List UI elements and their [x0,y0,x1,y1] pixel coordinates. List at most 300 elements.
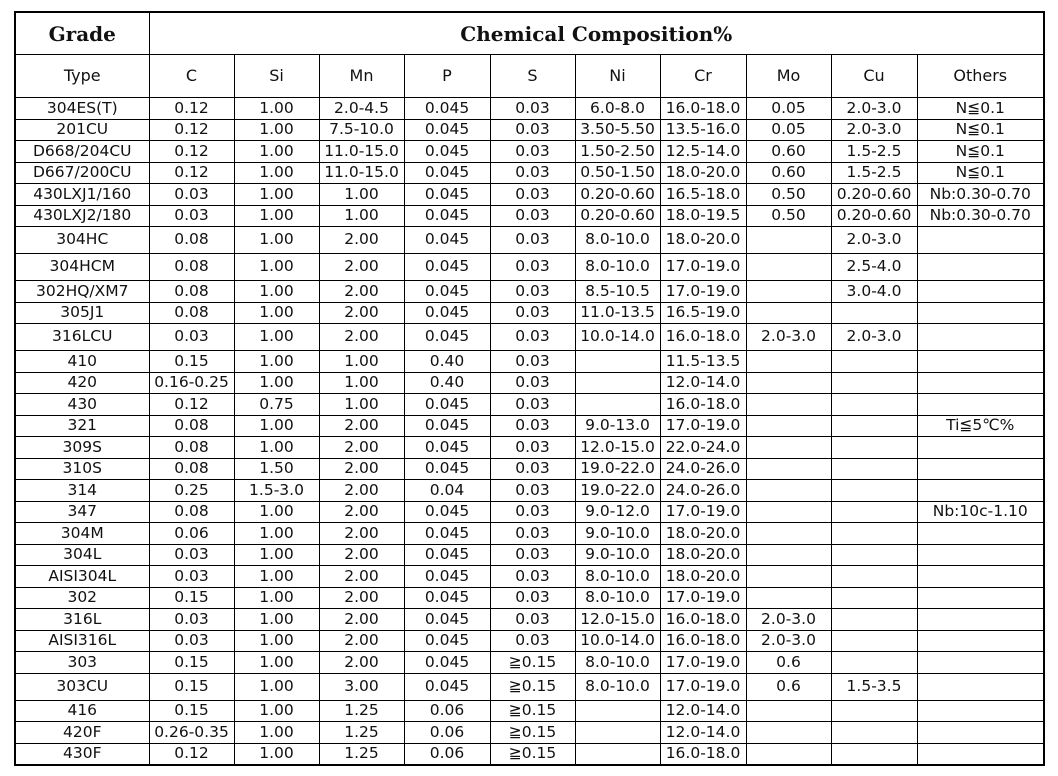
value-cell: 0.045 [404,566,490,588]
value-cell: 2.00 [319,281,404,303]
grade-cell: 430LXJ1/160 [15,184,149,206]
table-row [15,652,1044,674]
value-cell: 0.40 [404,372,490,394]
value-cell: 0.60 [746,141,831,163]
value-cell: 8.0-10.0 [575,566,660,588]
value-cell: 1.00 [234,162,319,184]
value-cell: 1.5-3.5 [831,673,917,700]
value-cell: 1.00 [234,673,319,700]
value-cell: 1.00 [234,372,319,394]
grade-header: Grade [15,12,149,55]
value-cell: 1.00 [319,205,404,227]
value-cell: 1.00 [234,501,319,523]
value-cell: 0.045 [404,119,490,141]
value-cell: 0.045 [404,609,490,631]
value-cell: 2.00 [319,587,404,609]
value-cell: N≦0.1 [917,162,1044,184]
value-cell: 0.20-0.60 [575,184,660,206]
value-cell: 1.25 [319,700,404,722]
value-cell [917,302,1044,324]
column-header-row [15,55,1044,98]
value-cell: 3.00 [319,673,404,700]
value-cell: 18.0-20.0 [660,544,746,566]
value-cell: 2.00 [319,324,404,351]
value-cell: 10.0-14.0 [575,324,660,351]
value-cell: 22.0-24.0 [660,437,746,459]
value-cell: 0.08 [149,254,234,281]
table-row [15,587,1044,609]
value-cell: 0.03 [490,227,575,254]
value-cell: 1.25 [319,722,404,744]
value-cell: ≧0.15 [490,743,575,765]
value-cell [746,351,831,373]
value-cell: 2.00 [319,458,404,480]
value-cell: 0.045 [404,523,490,545]
value-cell: 2.00 [319,544,404,566]
value-cell [746,722,831,744]
value-cell: Nb:0.30-0.70 [917,184,1044,206]
value-cell: Ti≦5℃% [917,415,1044,437]
grade-cell: D668/204CU [15,141,149,163]
value-cell: 2.00 [319,480,404,502]
value-cell: 0.08 [149,501,234,523]
value-cell: 1.25 [319,743,404,765]
value-cell: 0.03 [149,324,234,351]
table-row [15,609,1044,631]
value-cell [746,700,831,722]
value-cell: 1.00 [234,652,319,674]
value-cell: 0.045 [404,254,490,281]
value-cell [831,630,917,652]
value-cell: 1.00 [234,351,319,373]
value-cell: 0.20-0.60 [831,184,917,206]
column-header-p: P [404,55,490,98]
value-cell [917,630,1044,652]
value-cell: 0.12 [149,141,234,163]
value-cell [917,254,1044,281]
value-cell: 0.045 [404,544,490,566]
value-cell: 2.0-4.5 [319,98,404,120]
value-cell: 0.08 [149,415,234,437]
value-cell: 1.50 [234,458,319,480]
value-cell: 1.00 [234,415,319,437]
value-cell: 0.15 [149,673,234,700]
value-cell: 1.00 [234,302,319,324]
value-cell: 0.04 [404,480,490,502]
grade-cell: 430LXJ2/180 [15,205,149,227]
value-cell [917,437,1044,459]
value-cell [917,480,1044,502]
value-cell [831,652,917,674]
table-row [15,480,1044,502]
value-cell: 17.0-19.0 [660,673,746,700]
value-cell: 1.00 [234,587,319,609]
value-cell: 7.5-10.0 [319,119,404,141]
value-cell [831,722,917,744]
value-cell: 16.0-18.0 [660,609,746,631]
table-row [15,722,1044,744]
value-cell: 0.50-1.50 [575,162,660,184]
value-cell: 0.50 [746,205,831,227]
grade-cell: 302HQ/XM7 [15,281,149,303]
grade-cell: 314 [15,480,149,502]
value-cell: 0.045 [404,227,490,254]
value-cell [746,566,831,588]
value-cell: 0.045 [404,162,490,184]
value-cell: 1.00 [319,184,404,206]
value-cell: 2.00 [319,523,404,545]
value-cell [746,227,831,254]
value-cell: 0.26-0.35 [149,722,234,744]
grade-cell: 309S [15,437,149,459]
value-cell: 0.045 [404,141,490,163]
column-header-c: C [149,55,234,98]
value-cell: 0.16-0.25 [149,372,234,394]
column-header-mo: Mo [746,55,831,98]
grade-cell: 303 [15,652,149,674]
value-cell: 9.0-13.0 [575,415,660,437]
value-cell: 0.03 [490,98,575,120]
value-cell: N≦0.1 [917,141,1044,163]
value-cell [746,415,831,437]
value-cell [831,437,917,459]
value-cell: 8.0-10.0 [575,254,660,281]
grade-cell: 420F [15,722,149,744]
value-cell: ≧0.15 [490,722,575,744]
value-cell: 0.08 [149,302,234,324]
value-cell: 1.00 [234,544,319,566]
value-cell: 9.0-10.0 [575,523,660,545]
value-cell: 2.5-4.0 [831,254,917,281]
value-cell [917,372,1044,394]
value-cell: 0.40 [404,351,490,373]
value-cell: 0.03 [490,437,575,459]
value-cell: 0.03 [490,394,575,416]
value-cell: 12.0-14.0 [660,372,746,394]
table-row [15,458,1044,480]
value-cell: 1.5-2.5 [831,162,917,184]
value-cell: 0.75 [234,394,319,416]
value-cell: 0.03 [149,184,234,206]
value-cell: 0.03 [490,254,575,281]
value-cell: 17.0-19.0 [660,652,746,674]
value-cell: 16.5-18.0 [660,184,746,206]
value-cell [917,587,1044,609]
value-cell: 8.5-10.5 [575,281,660,303]
value-cell [831,501,917,523]
value-cell: 2.00 [319,415,404,437]
value-cell: 2.00 [319,609,404,631]
grade-cell: 305J1 [15,302,149,324]
grade-cell: 201CU [15,119,149,141]
value-cell: 24.0-26.0 [660,458,746,480]
value-cell: 0.12 [149,743,234,765]
value-cell: 6.0-8.0 [575,98,660,120]
table-row [15,523,1044,545]
value-cell: 1.00 [234,98,319,120]
value-cell: 2.00 [319,501,404,523]
value-cell: 2.00 [319,437,404,459]
column-header-ni: Ni [575,55,660,98]
value-cell [746,544,831,566]
value-cell: 0.08 [149,281,234,303]
value-cell [917,351,1044,373]
value-cell [831,394,917,416]
value-cell [746,437,831,459]
value-cell: 0.03 [490,184,575,206]
value-cell [831,566,917,588]
table-row [15,98,1044,120]
value-cell [917,281,1044,303]
grade-cell: 430 [15,394,149,416]
value-cell: 11.0-15.0 [319,162,404,184]
value-cell: 0.20-0.60 [831,205,917,227]
table-row [15,501,1044,523]
value-cell: 1.00 [234,119,319,141]
value-cell: 0.045 [404,415,490,437]
value-cell [917,743,1044,765]
value-cell [831,544,917,566]
value-cell: 17.0-19.0 [660,587,746,609]
value-cell: 8.0-10.0 [575,652,660,674]
value-cell: 0.06 [404,722,490,744]
table-row [15,162,1044,184]
grade-cell: 321 [15,415,149,437]
value-cell: 0.03 [490,324,575,351]
composition-table [14,11,1045,766]
value-cell: 0.08 [149,227,234,254]
value-cell: 0.15 [149,351,234,373]
value-cell: 12.5-14.0 [660,141,746,163]
value-cell: 0.03 [149,544,234,566]
value-cell: 0.03 [490,302,575,324]
value-cell: 11.0-15.0 [319,141,404,163]
table-row [15,254,1044,281]
value-cell: 1.00 [234,141,319,163]
value-cell: 0.045 [404,652,490,674]
value-cell [917,458,1044,480]
value-cell: 9.0-10.0 [575,544,660,566]
value-cell [746,587,831,609]
value-cell [831,372,917,394]
value-cell: 17.0-19.0 [660,415,746,437]
grade-cell: 420 [15,372,149,394]
value-cell: 0.045 [404,587,490,609]
value-cell: 0.60 [746,162,831,184]
value-cell: 0.03 [149,566,234,588]
grade-cell: 304ES(T) [15,98,149,120]
value-cell: 1.00 [234,743,319,765]
value-cell: 18.0-19.5 [660,205,746,227]
value-cell: 0.045 [404,437,490,459]
value-cell: 2.00 [319,254,404,281]
value-cell: 0.045 [404,630,490,652]
value-cell [831,480,917,502]
grade-cell: D667/200CU [15,162,149,184]
value-cell: 16.0-18.0 [660,630,746,652]
value-cell [746,281,831,303]
table-row [15,324,1044,351]
value-cell: N≦0.1 [917,98,1044,120]
value-cell: 2.0-3.0 [831,324,917,351]
value-cell: 0.6 [746,652,831,674]
value-cell: 1.00 [234,184,319,206]
value-cell: 17.0-19.0 [660,501,746,523]
value-cell: 0.6 [746,673,831,700]
value-cell: 0.03 [490,523,575,545]
value-cell: 13.5-16.0 [660,119,746,141]
value-cell [917,394,1044,416]
value-cell [917,609,1044,631]
value-cell: 0.03 [490,566,575,588]
value-cell [917,523,1044,545]
value-cell: 18.0-20.0 [660,566,746,588]
value-cell [746,458,831,480]
value-cell: 0.045 [404,673,490,700]
value-cell: 12.0-15.0 [575,609,660,631]
value-cell [575,743,660,765]
value-cell: 0.045 [404,302,490,324]
value-cell: 3.50-5.50 [575,119,660,141]
value-cell: 0.06 [404,700,490,722]
value-cell: 18.0-20.0 [660,162,746,184]
value-cell: 0.045 [404,324,490,351]
value-cell: N≦0.1 [917,119,1044,141]
column-header-cr: Cr [660,55,746,98]
value-cell: 0.045 [404,394,490,416]
grade-cell: 410 [15,351,149,373]
grade-cell: 303CU [15,673,149,700]
value-cell [575,700,660,722]
value-cell: 0.03 [490,480,575,502]
value-cell: 0.045 [404,98,490,120]
title-row [15,12,1044,55]
table-row [15,700,1044,722]
value-cell: 0.12 [149,394,234,416]
grade-cell: 416 [15,700,149,722]
value-cell: 0.045 [404,205,490,227]
value-cell: 8.0-10.0 [575,227,660,254]
value-cell: 0.03 [490,630,575,652]
value-cell: 16.0-18.0 [660,324,746,351]
value-cell: 1.00 [234,523,319,545]
value-cell: 11.5-13.5 [660,351,746,373]
table-row [15,437,1044,459]
value-cell: 1.00 [234,437,319,459]
value-cell [831,700,917,722]
value-cell: 1.00 [234,254,319,281]
value-cell: 2.00 [319,227,404,254]
value-cell: 16.5-19.0 [660,302,746,324]
column-header-others: Others [917,55,1044,98]
value-cell: 0.03 [490,501,575,523]
value-cell: Nb:0.30-0.70 [917,205,1044,227]
value-cell: 12.0-14.0 [660,722,746,744]
value-cell: 16.0-18.0 [660,394,746,416]
table-row [15,227,1044,254]
value-cell [746,480,831,502]
table-row [15,544,1044,566]
value-cell: 11.0-13.5 [575,302,660,324]
value-cell [746,254,831,281]
column-header-s: S [490,55,575,98]
value-cell: 0.15 [149,652,234,674]
value-cell: 0.12 [149,119,234,141]
column-header-type: Type [15,55,149,98]
value-cell: 0.25 [149,480,234,502]
value-cell [917,722,1044,744]
value-cell: 12.0-15.0 [575,437,660,459]
value-cell: 1.00 [234,227,319,254]
value-cell: 2.0-3.0 [746,630,831,652]
value-cell [746,743,831,765]
value-cell: 0.045 [404,501,490,523]
value-cell: 0.03 [490,119,575,141]
value-cell: 18.0-20.0 [660,523,746,545]
value-cell: 1.5-2.5 [831,141,917,163]
value-cell: 0.045 [404,184,490,206]
grade-cell: 316L [15,609,149,631]
value-cell: 0.06 [404,743,490,765]
value-cell [917,544,1044,566]
table-row [15,415,1044,437]
table-row [15,351,1044,373]
value-cell: 19.0-22.0 [575,458,660,480]
value-cell: 0.03 [490,609,575,631]
grade-cell: 302 [15,587,149,609]
column-header-mn: Mn [319,55,404,98]
value-cell: 0.08 [149,437,234,459]
value-cell: 1.00 [319,372,404,394]
value-cell [575,722,660,744]
value-cell: 1.5-3.0 [234,480,319,502]
value-cell: 0.06 [149,523,234,545]
value-cell: 24.0-26.0 [660,480,746,502]
value-cell: 0.03 [149,609,234,631]
value-cell: 2.0-3.0 [831,119,917,141]
value-cell [831,743,917,765]
value-cell: ≧0.15 [490,673,575,700]
value-cell [746,302,831,324]
value-cell: 0.03 [149,205,234,227]
value-cell: 0.03 [490,372,575,394]
value-cell: 1.00 [319,351,404,373]
grade-cell: 310S [15,458,149,480]
value-cell: 19.0-22.0 [575,480,660,502]
value-cell: 0.03 [490,162,575,184]
value-cell [575,394,660,416]
value-cell: 18.0-20.0 [660,227,746,254]
value-cell: 16.0-18.0 [660,98,746,120]
grade-cell: 430F [15,743,149,765]
table-row [15,141,1044,163]
grade-cell: 304L [15,544,149,566]
value-cell [831,587,917,609]
value-cell [917,324,1044,351]
value-cell [917,700,1044,722]
value-cell: 0.03 [149,630,234,652]
value-cell: 2.0-3.0 [831,227,917,254]
value-cell [831,458,917,480]
value-cell: 1.00 [234,205,319,227]
value-cell: 3.0-4.0 [831,281,917,303]
value-cell [575,351,660,373]
table-row [15,205,1044,227]
grade-cell: 347 [15,501,149,523]
value-cell: Nb:10c-1.10 [917,501,1044,523]
value-cell: 0.045 [404,458,490,480]
value-cell: 0.03 [490,351,575,373]
